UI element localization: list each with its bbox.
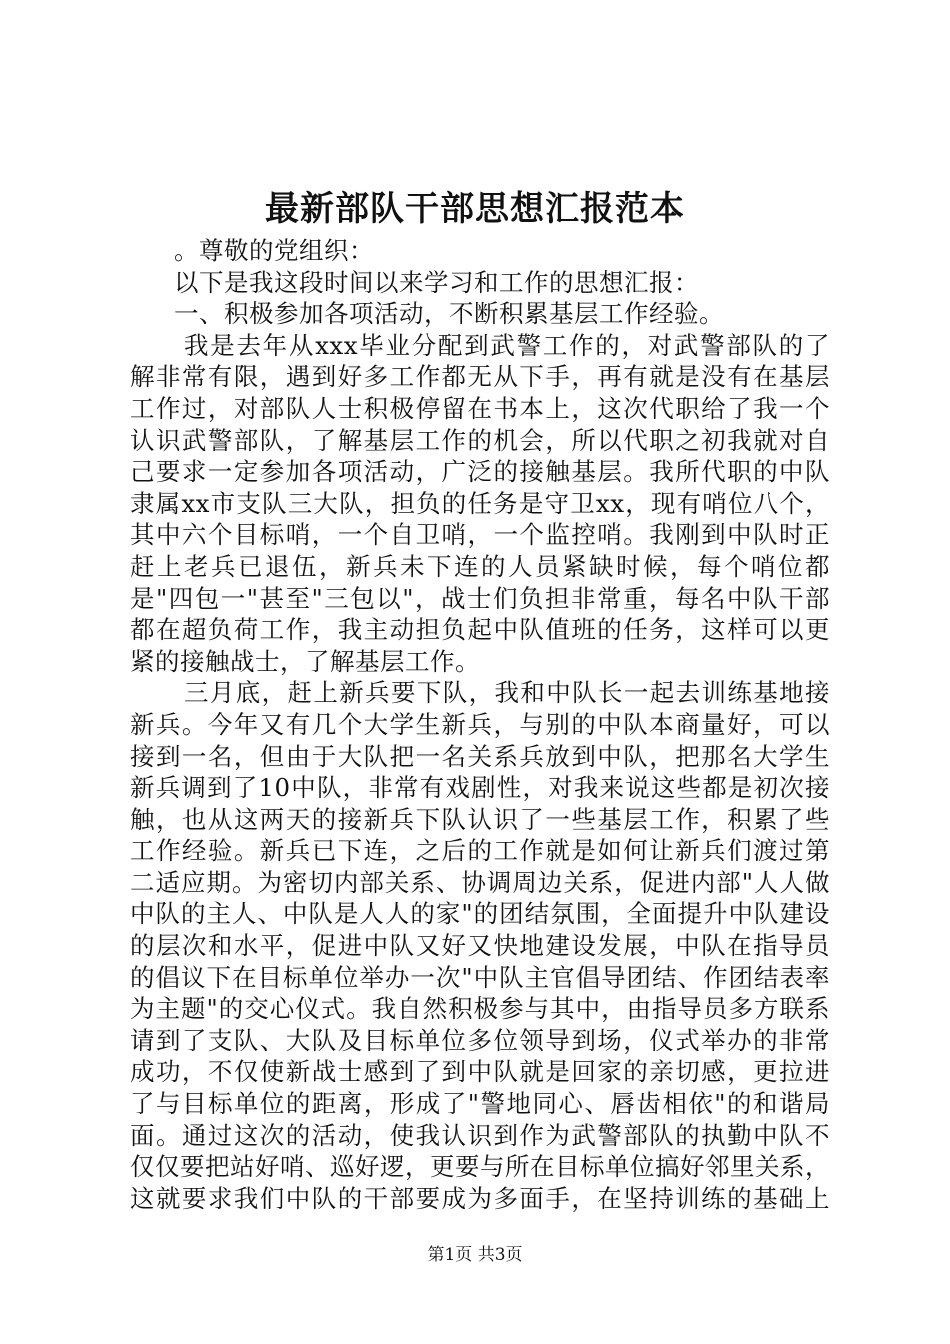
body-line: 仅仅要把站好哨、巡好逻，更要与所在目标单位搞好邻里关系， [130,1152,830,1182]
body-line: 二适应期。为密切内部关系、协调周边关系，促进内部"人人做 [130,867,830,897]
body-line: 是"四包一"甚至"三包以"，战士们负担非常重，每名中队干部 [130,583,830,613]
body-line: 为主题"的交心仪式。我自然积极参与其中，由指导员多方联系 [130,994,830,1024]
body-line: 以下是我这段时间以来学习和工作的思想汇报： [174,267,699,297]
body-line: 请到了支队、大队及目标单位多位领导到场，仪式举办的非常 [130,1025,830,1055]
document-title: 最新部队干部思想汇报范本 [265,189,685,229]
body-line: 新兵调到了10中队，非常有戏剧性，对我来说这些都是初次接 [130,773,830,803]
body-line: 都在超负荷工作，我主动担负起中队值班的任务，这样可以更 [130,615,830,645]
body-line: 的倡议下在目标单位举办一次"中队主官倡导团结、作团结表率 [130,962,830,992]
body-line: 工作经验。新兵已下连，之后的工作就是如何让新兵们渡过第 [130,836,830,866]
body-line: 了与目标单位的距离，形成了"警地同心、唇齿相依"的和谐局 [130,1089,830,1119]
body-line: 赶上老兵已退伍，新兵未下连的人员紧缺时候，每个哨位都 [130,551,830,581]
body-line: 新兵。今年又有几个大学生新兵，与别的中队本商量好，可以 [130,709,830,739]
body-line: 三月底，赶上新兵要下队，我和中队长一起去训练基地接 [184,678,830,708]
body-line: 工作过，对部队人士积极停留在书本上，这次代职给了我一个 [130,393,830,423]
body-line: 的层次和水平，促进中队又好又快地建设发展，中队在指导员 [130,931,830,961]
document-body [130,235,830,1214]
body-line: 中队的主人、中队是人人的家"的团结氛围，全面提升中队建设 [130,899,830,929]
body-line: 紧的接触战士，了解基层工作。 [130,646,480,676]
body-line: 己要求一定参加各项活动，广泛的接触基层。我所代职的中队 [130,457,830,487]
body-line: 面。通过这次的活动，使我认识到作为武警部队的执勤中队不 [130,1120,830,1150]
body-line: 成功，不仅使新战士感到了到中队就是回家的亲切感，更拉进 [130,1057,830,1087]
body-line: 认识武警部队，了解基层工作的机会，所以代职之初我就对自 [130,425,830,455]
body-line: 这就要求我们中队的干部要成为多面手，在坚持训练的基础上 [130,1183,830,1213]
body-line: 。尊敬的党组织： [174,236,374,265]
body-line: 其中六个目标哨，一个自卫哨，一个监控哨。我刚到中队时正 [130,520,830,550]
body-line: 一、积极参加各项活动，不断积累基层工作经验。 [174,299,724,329]
body-line: 隶属xx市支队三大队，担负的任务是守卫xx，现有哨位八个， [130,488,830,518]
body-line: 解非常有限，遇到好多工作都无从下手，再有就是没有在基层 [130,362,830,392]
page-footer: 第1页 共3页 [427,1245,523,1265]
body-line: 我是去年从xxx毕业分配到武警工作的，对武警部队的了 [184,330,830,360]
body-line: 触，也从这两天的接新兵下队认识了一些基层工作，积累了些 [130,804,830,834]
body-line: 接到一名，但由于大队把一名关系兵放到中队，把那名大学生 [130,741,830,771]
